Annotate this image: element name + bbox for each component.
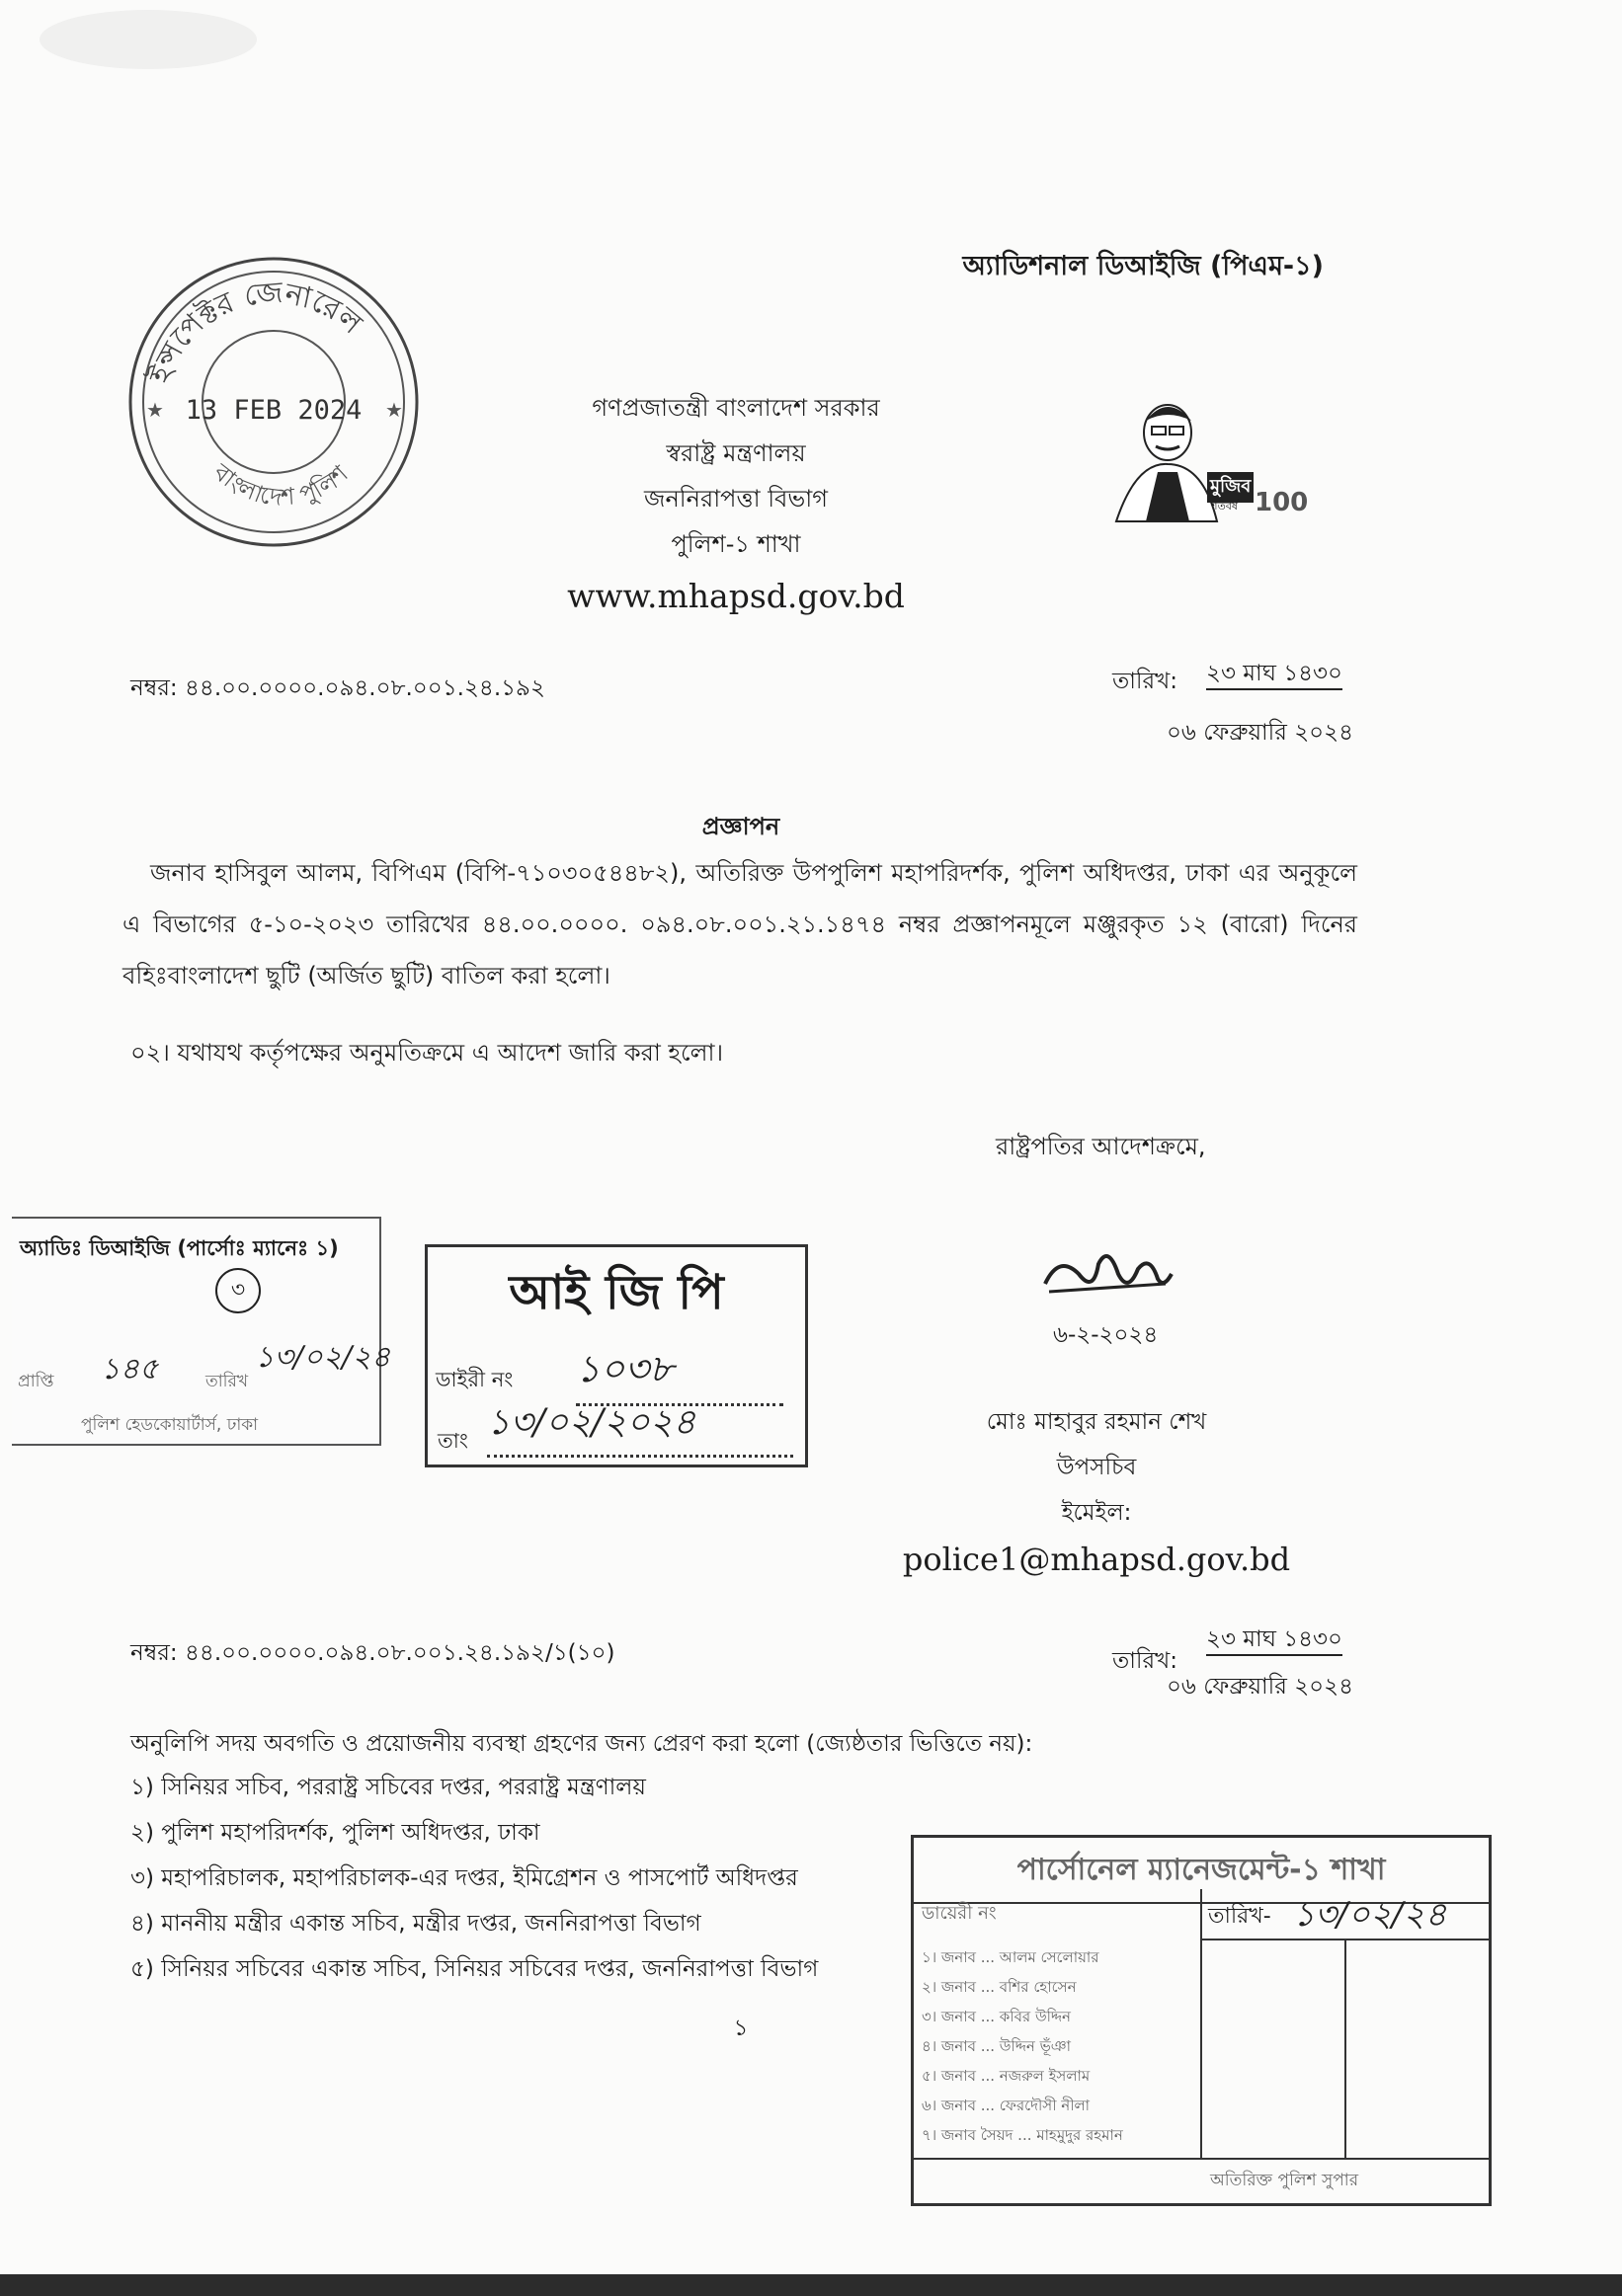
seal-star-left: ★ [146, 398, 164, 422]
seal-star-right: ★ [385, 398, 403, 422]
email-label: ইমেইল: [1061, 1500, 1132, 1526]
stamp-br-name-5: ৫। জনাব ... নজরুল ইসলাম [922, 2067, 1091, 2085]
scan-smudge [40, 10, 257, 69]
memo2-date-english: ০৬ ফেব্রুয়ারি ২০২৪ [1166, 1674, 1353, 1700]
scan-bottom-edge [0, 2274, 1622, 2296]
stamp-br-date: ১৩/০২/২৪ [1293, 1895, 1447, 1935]
stamp-br-date-box [1200, 1889, 1489, 1940]
stamp-igp-date: ১৩/০২/২০২৪ [487, 1395, 793, 1458]
seal-date: 13 FEB 2024 [185, 395, 363, 426]
stamp-left-diary-label: প্রাপ্তি [18, 1372, 54, 1391]
received-seal [121, 249, 427, 555]
notice-title: প্রজ্ঞাপন [701, 813, 780, 840]
website-link[interactable]: www.mhapsd.gov.bd [567, 577, 905, 615]
email-address[interactable]: police1@mhapsd.gov.bd [902, 1541, 1291, 1578]
memo2-date-bangla [1195, 1625, 1353, 1655]
stamp-br-name-6: ৬। জনাব ... ফেরদৌসী নীলা [922, 2097, 1091, 2114]
logo-number: 100 [1255, 488, 1309, 517]
memo2-date-bangla-text: ২৩ মাঘ ১৪৩০ [1206, 1626, 1342, 1656]
seal-bottom-text: বাংলাদেশ পুলিশ [207, 458, 354, 512]
memo-date-english: ০৬ ফেব্রুয়ারি ২০২৪ [1166, 720, 1353, 746]
stamp-igp-title: আই জি পি [509, 1265, 724, 1320]
header-ministry: স্বরাষ্ট্র মন্ত্রণালয় [666, 439, 806, 467]
stamp-br-divider-1 [1200, 1939, 1202, 2158]
memo-date-bangla-text: ২৩ মাঘ ১৪৩০ [1206, 661, 1342, 690]
stamp-br-name-3: ৩। জনাব ... কবির উদ্দিন [922, 2008, 1071, 2025]
notice-body: জনাব হাসিবুল আলম, বিপিএম (বিপি-৭১০৩০৫৪৪৮২), অতিরিক্ত উপপুলিশ মহাপরিদর্শক, পুলিশ অধিদপ্তর, ঢাকা এর অনুকূলে এ বিভাগের ৫-১০-২০২৩ তারিখের ৪৪.০০.০০০০. ০৯৪.০৮.০০১.২১.১৪৭৪ নম্বর প্রজ্ঞাপনমূলে মঞ্জুরকৃত ১২ (বারো) দিনের বহিঃবাংলাদেশ ছুটি (অর্জিত ছুটি) বাতিল করা হলো। [122, 859, 1357, 990]
memo-number: নম্বর: ৪৪.০০.০০০০.০৯৪.০৮.০০১.২৪.১৯২ [130, 675, 545, 701]
copy-item-3: ৩) মহাপরিচালক, মহাপরিচালক-এর দপ্তর, ইমিগ্রেশন ও পাসপোর্ট অধিদপ্তর [130, 1865, 798, 1891]
notice-para-2: ০২। যথাযথ কর্তৃপক্ষের অনুমতিক্রমে এ আদেশ জারি করা হলো। [130, 1039, 724, 1067]
memo-date-label: তারিখ: [1112, 669, 1178, 694]
signature-date: ৬-২-২০২৪ [1053, 1322, 1159, 1348]
stamp-igp-diary-no: ১০৩৮ [576, 1340, 783, 1406]
copy-item-2: ২) পুলিশ মহাপরিদর্শক, পুলিশ অধিদপ্তর, ঢাকা [130, 1820, 540, 1846]
stamp-br-name-7: ৭। জনাব সৈয়দ ... মাহমুদুর রহমান [922, 2126, 1123, 2144]
header-division: জননিরাপত্তা বিভাগ [644, 485, 828, 513]
stamp-br-footer-line [914, 2158, 1489, 2160]
stamp-br-diary-label: ডায়েরী নং [922, 1903, 997, 1924]
stamp-br-name-2: ২। জনাব ... বশির হোসেন [922, 1978, 1077, 1996]
mujib-100-logo [1106, 393, 1309, 526]
memo2-number: নম্বর: ৪৪.০০.০০০০.০৯৪.০৮.০০১.২৪.১৯২/১(১০) [130, 1640, 615, 1666]
signatory-designation: উপসচিব [1056, 1455, 1137, 1480]
order-line: রাষ্ট্রপতির আদেশক্রমে, [996, 1133, 1206, 1160]
additional-dig-stamp [12, 1217, 391, 1446]
stamp-left-footer: পুলিশ হেডকোয়ার্টার্স, ঢাকা [81, 1415, 259, 1435]
stamp-igp-date-label: তাং [438, 1429, 468, 1453]
page-number: ১ [733, 2016, 749, 2041]
stamp-br-name-4: ৪। জনাব ... উদ্দিন ভূঁঞা [922, 2037, 1071, 2055]
stamp-left-title: অ্যাডিঃ ডিআইজি (পার্সোঃ ম্যানেঃ ১) [20, 1236, 339, 1260]
copy-item-1: ১) সিনিয়র সচিব, পররাষ্ট্র সচিবের দপ্তর, পররাষ্ট্র মন্ত্রণালয় [130, 1775, 646, 1800]
stamp-left-diary-no: ১৪৫ [101, 1352, 159, 1386]
stamp-br-date-label: তারিখ- [1208, 1904, 1271, 1929]
header-govt: গণপ্রজাতন্ত্রী বাংলাদেশ সরকার [592, 394, 880, 422]
stamp-br-title: পার্সোনেল ম্যানেজমেন্ট-১ শাখা [914, 1846, 1489, 1904]
seal-top-text: ইন্সপেক্টর জেনারেল [142, 275, 369, 388]
stamp-br-name-1: ১। জনাব ... আলম সেলোয়ার [922, 1948, 1099, 1966]
stamp-left-circle [215, 1268, 261, 1313]
signatory-name: মোঃ মাহাবুর রহমান শেখ [986, 1409, 1207, 1435]
stamp-left-circle-text: ৩ [230, 1278, 246, 1303]
copy-item-5: ৫) সিনিয়র সচিবের একান্ত সচিব, সিনিয়র সচিবের দপ্তর, জননিরাপত্তা বিভাগ [130, 1956, 819, 1982]
igp-diary-stamp [425, 1244, 808, 1467]
stamp-igp-diary-label: ডাইরী নং [436, 1368, 514, 1391]
copy-item-4: ৪) মাননীয় মন্ত্রীর একান্ত সচিব, মন্ত্রীর দপ্তর, জননিরাপত্তা বিভাগ [130, 1911, 701, 1937]
stamp-left-date-label: তারিখ [205, 1372, 249, 1391]
stamp-br-footer: অতিরিক্ত পুলিশ সুপার [1210, 2171, 1359, 2190]
copy-intro: অনুলিপি সদয় অবগতি ও প্রয়োজনীয় ব্যবস্থা গ্রহণের জন্য প্রেরণ করা হলো (জ্যেষ্ঠতার ভিত্তিতে নয়): [130, 1731, 1033, 1757]
personnel-management-stamp [911, 1835, 1492, 2206]
top-right-label: অ্যাডিশনাল ডিআইজি (পিএম-১) [962, 251, 1324, 281]
header-section: পুলিশ-১ শাখা [671, 530, 801, 558]
logo-text: মুজিব [1207, 472, 1254, 503]
stamp-br-divider-2 [1344, 1939, 1346, 2158]
memo2-date-label: তারিখ: [1112, 1648, 1178, 1674]
signature-scribble [1039, 1244, 1177, 1313]
logo-sub: শতবর্ষ [1211, 500, 1238, 513]
stamp-left-date: ১৩/০২/২৪ [255, 1340, 391, 1375]
memo-date-bangla [1195, 660, 1353, 689]
